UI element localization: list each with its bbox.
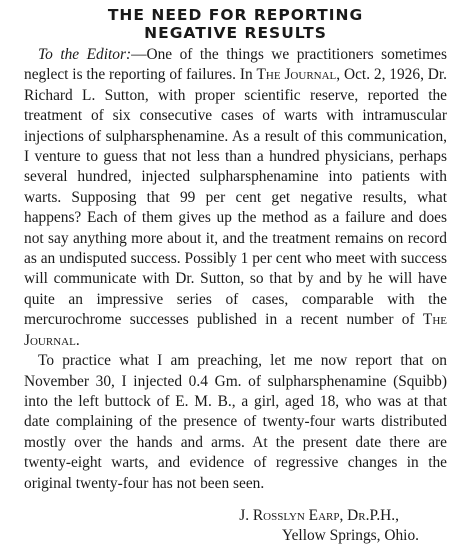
paragraph-1-text-b: , Oct. 2, 1926, Dr. Richard L. Sutton, with proper scientific reserve, reported the treatment of six consecutive cases of warts with intramuscular injections of sulpharsphenamine. As a result of this communication, I venture to guess that not less than a hundred physicians, perhaps several hundred, injected sulpharsphenamine into patients with warts. Supposing that 99 per cent get negative results, what happens? Each of them gives up the method as a failure and does not say anything more about it, and the treatment remains on record as an undisputed success. Possibly 1 per cent who meet with success will communicate with Dr. Sutton, so that by and by he will have quite an impressive series of cases, comparable with the mercurochrome successes published in a recent number of — [24, 66, 448, 329]
salutation: To the Editor: — [38, 46, 132, 63]
author-location: Yellow Springs, Ohio. — [282, 526, 419, 544]
paragraph-1-text-a: —One of the things we practitioners sometimes neglect is the reporting of failures. In — [24, 46, 447, 84]
letter-body — [24, 45, 447, 494]
paragraph-2: To practice what I am preaching, let me now report that on November 30, I injected 0.4 Gm. of sulpharsphenamine (Squibb) into the left buttock of E. M. B., a girl, aged 18, who was at that date complaining of the presence of twenty-four warts distributed mostly over the hands and arms. At the present date there are twenty-eight warts, and evidence of regressive changes in the original twenty-four has not been seen. — [24, 352, 447, 492]
journal-name: The Journal — [256, 66, 337, 84]
title-line-1: THE NEED FOR REPORTING — [107, 6, 364, 24]
journal-name-2: The Journal — [24, 311, 447, 349]
signature-block — [24, 506, 447, 546]
title-line-2: NEGATIVE RESULTS — [144, 24, 327, 42]
paragraph-1 — [24, 45, 447, 351]
article-title — [24, 6, 447, 42]
paragraph-1-text-c: . — [75, 331, 80, 349]
author-name: J. Rosslyn Earp, Dr.P.H., — [239, 506, 399, 524]
